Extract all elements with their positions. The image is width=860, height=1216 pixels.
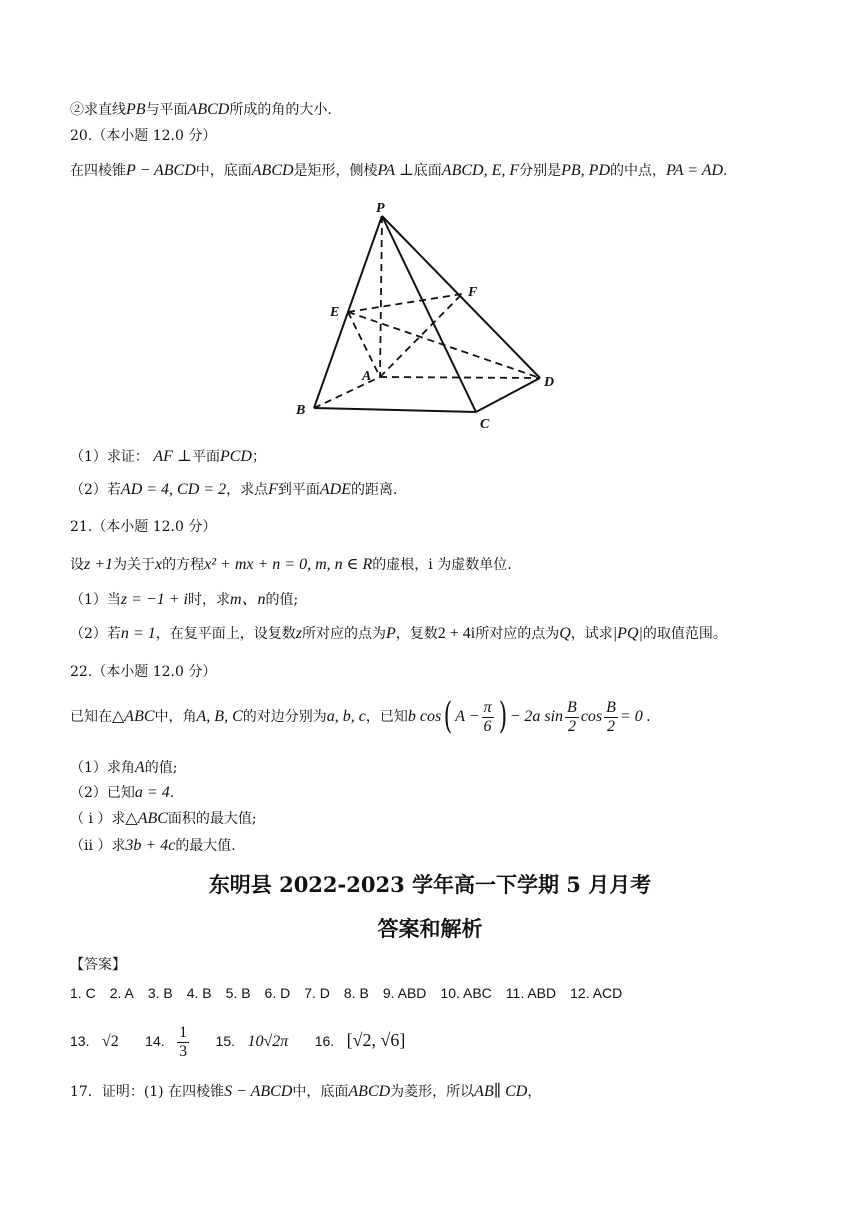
edge-pc <box>382 216 476 412</box>
answer-row-1: 1. C 2. A 3. B 4. B 5. B 6. D 7. D 8. B 9. ABD 10. ABC 11. ABD 12. ACD <box>70 985 623 1001</box>
document-subtitle: 答案和解析 <box>377 916 483 941</box>
q22-part2-ii: （ii ）求3b + 4c的最大值. <box>70 837 236 854</box>
edge-pa <box>380 216 382 377</box>
q22-part1: （1）求角A的值; <box>70 759 178 776</box>
q22-stem: 已知在△ABC中，角A, B, C的对边分别为a, b, c，已知b cos( A − $\frac{\pi}{6}$ ) − 2a sin $\frac{B}{2}$ cos $\frac{B}{2}$ = 0 . <box>70 696 651 737</box>
seg-ed <box>348 312 540 378</box>
q19-part2: ②求直线PB与平面ABCD所成的角的大小. <box>70 101 332 118</box>
label-f: F <box>468 285 478 300</box>
q22-title: 22.（本小题 12.0 分） <box>70 664 217 680</box>
document-title: 东明县 2022-2023 学年高一下学期 5 月月考 <box>208 872 652 897</box>
label-a: A <box>362 369 372 384</box>
q20-part1: （1）求证： AF ⊥平面PCD； <box>70 448 266 465</box>
seg-af <box>380 294 462 377</box>
q22-part2-i: （ i ）求△ABC面积的最大值; <box>70 810 257 827</box>
pyramid-figure <box>290 192 560 432</box>
label-d: D <box>544 375 555 390</box>
q21-stem: 设z +1为关于x的方程x² + mx + n = 0, m, n ∈ R的虚根，i 为虚数单位. <box>70 556 512 573</box>
answer-row-2: 13. √2 14. $\frac{1}{3}$ 15. 10√2π 16. [√2, √6] <box>70 1023 406 1060</box>
q20-stem: 在四棱锥P − ABCD中，底面ABCD是矩形，侧棱PA ⊥底面ABCD, E, F分别是PB, PD的中点，PA = AD. <box>70 162 728 179</box>
q17-solution: 17．证明：(1) 在四棱锥S − ABCD中，底面ABCD为菱形，所以AB∥ CD， <box>70 1083 542 1100</box>
q21-part1: （1）当z = −1 + i时，求m、n的值; <box>70 591 299 608</box>
q21-part2: （2）若n = 1，在复平面上，设复数z所对应的点为P，复数2 + 4i所对应的点为Q，试求|PQ|的取值范围。 <box>70 625 727 642</box>
label-p: P <box>376 201 385 216</box>
edge-bc <box>314 408 476 412</box>
answer-label: 【答案】 <box>70 957 126 973</box>
q20-part2: （2）若AD = 4, CD = 2，求点F到平面ADE的距离. <box>70 481 398 498</box>
label-b: B <box>296 403 306 418</box>
edge-pd <box>382 216 540 378</box>
q21-title: 21.（本小题 12.0 分） <box>70 519 217 535</box>
edge-cd <box>476 378 540 412</box>
q22-part2: （2）已知a = 4. <box>70 784 175 801</box>
label-c: C <box>480 417 490 432</box>
seg-ef <box>348 294 462 312</box>
label-e: E <box>330 305 340 320</box>
q20-title: 20.（本小题 12.0 分） <box>70 128 217 144</box>
